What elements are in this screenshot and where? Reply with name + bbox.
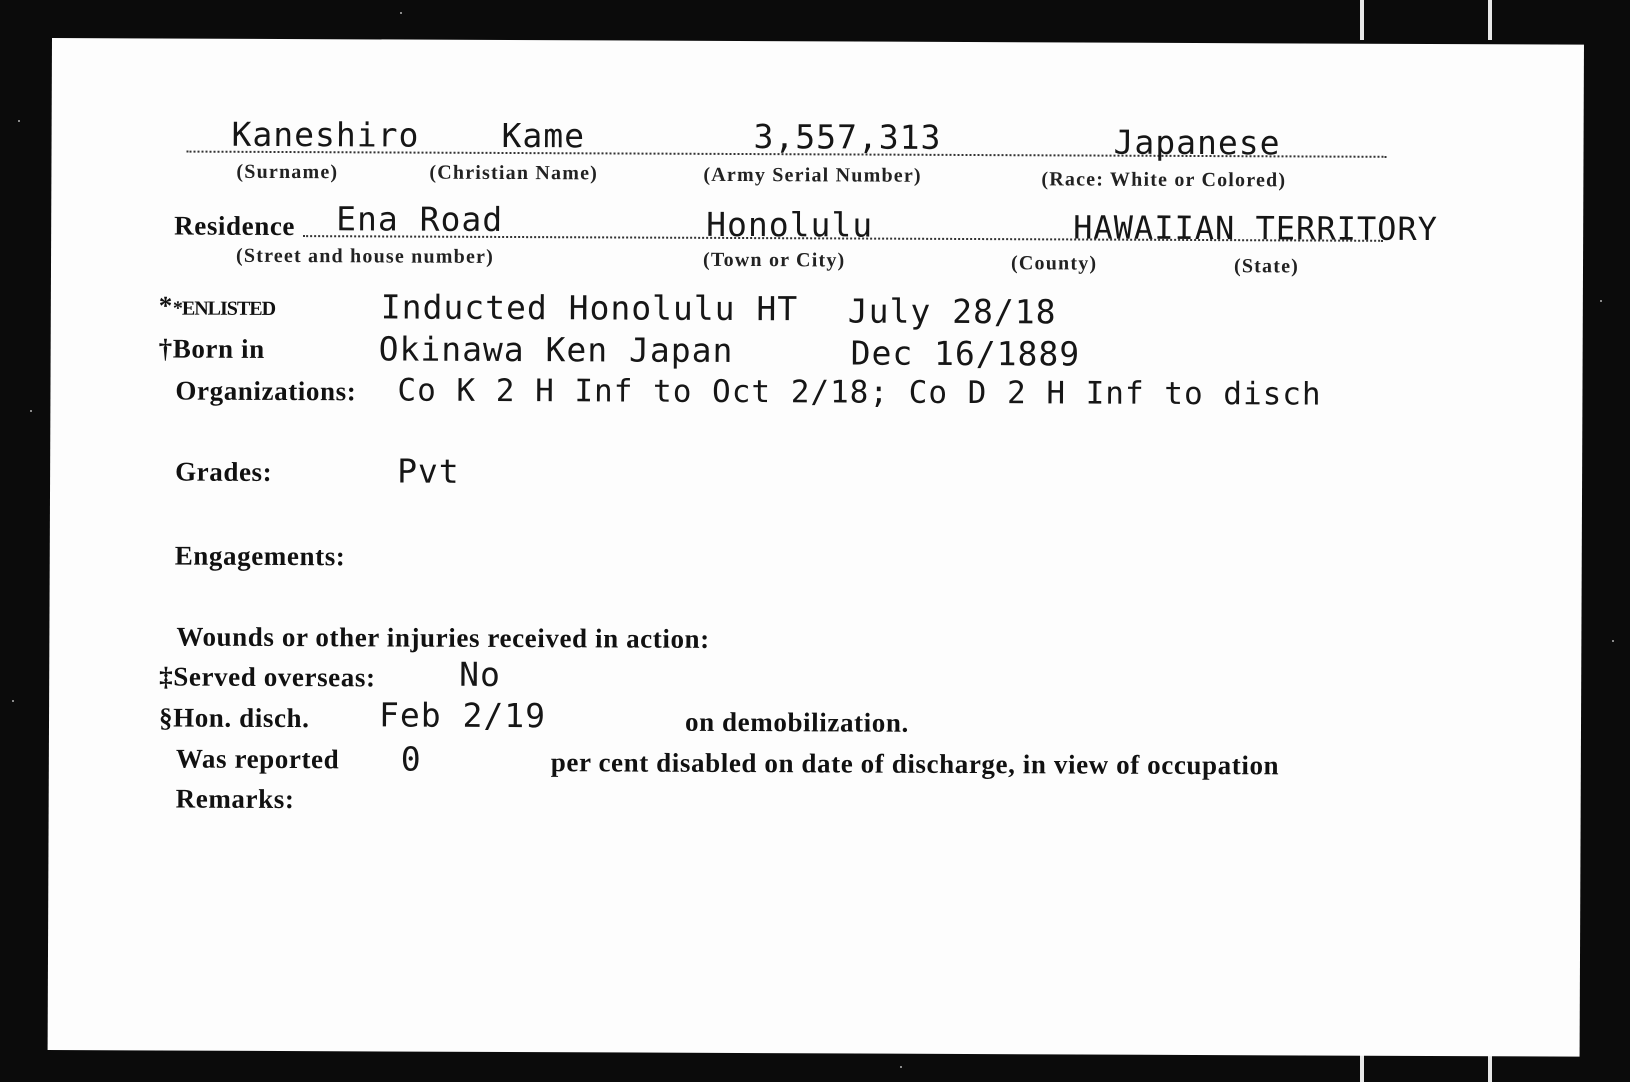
street-value: Ena Road (336, 199, 504, 239)
scan-edge-mark (1360, 1052, 1364, 1082)
service-record-card (48, 38, 1584, 1057)
serial-number-value: 3,557,313 (753, 117, 942, 157)
reported-label: Was reported (175, 743, 340, 775)
race-value: Japanese (1113, 122, 1281, 163)
inducted-value: Inducted Honolulu HT (380, 287, 799, 329)
street-caption: (Street and house number) (236, 244, 495, 268)
state-value: HAWAIIAN TERRITORY (1073, 208, 1439, 249)
discharge-value: Feb 2/19 (378, 695, 547, 736)
born-label: †Born in (158, 333, 265, 364)
christian-name-value: Kame (501, 115, 586, 156)
speck (400, 12, 402, 14)
scan-edge-mark (1488, 1052, 1492, 1082)
overseas-label: ‡Served overseas: (159, 661, 376, 693)
speck (18, 120, 20, 122)
engagements-label: Engagements: (174, 540, 346, 572)
enlisted-label (159, 290, 275, 322)
reported-value: 0 (400, 739, 422, 779)
inducted-date: July 28/18 (847, 291, 1057, 332)
race-caption: (Race: White or Colored) (1041, 168, 1287, 192)
born-place: Okinawa Ken Japan (378, 329, 734, 370)
discharge-suffix: on demobilization. (684, 706, 909, 738)
scan-edge-mark (1488, 0, 1492, 40)
enlisted-struck: *ENLISTED (172, 297, 276, 320)
city-caption: (Town or City) (702, 248, 846, 272)
enlisted-mark: * (158, 290, 174, 321)
scan-edge-mark (1360, 0, 1364, 40)
speck (900, 1066, 902, 1068)
county-caption: (County) (1010, 252, 1098, 275)
grades-value: Pvt (397, 451, 460, 491)
speck (30, 410, 32, 412)
state-caption: (State) (1233, 255, 1300, 278)
reported-suffix: per cent disabled on date of discharge, in view of occupation (550, 747, 1280, 781)
city-value: Honolulu (706, 204, 874, 245)
speck (12, 700, 14, 702)
residence-label: Residence (174, 210, 296, 242)
serial-number-caption: (Army Serial Number) (703, 163, 922, 187)
organizations-label: Organizations: (175, 375, 357, 407)
overseas-value: No (459, 654, 502, 694)
wounds-label: Wounds or other injuries received in action: (176, 621, 710, 654)
speck (1612, 640, 1614, 642)
surname-caption: (Surname) (236, 160, 339, 184)
christian-name-caption: (Christian Name) (429, 161, 599, 185)
discharge-label: §Hon. disch. (158, 702, 310, 734)
remarks-label: Remarks: (175, 783, 295, 815)
surname-value: Kaneshiro (231, 114, 420, 155)
grades-label: Grades: (175, 456, 273, 487)
speck (1600, 300, 1602, 302)
born-date: Dec 16/1889 (850, 333, 1081, 374)
organizations-value: Co K 2 H Inf to Oct 2/18; Co D 2 H Inf to disch (397, 372, 1322, 413)
